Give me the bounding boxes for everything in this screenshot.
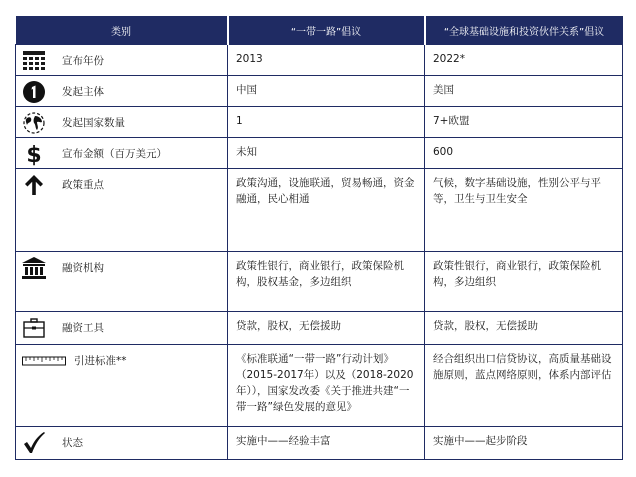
dollar-icon (22, 142, 46, 166)
bri-value: 政策性银行，商业银行，政策保险机构，股权基金，多边组织 (228, 252, 425, 312)
pgii-value: 政策性银行，商业银行，政策保险机构，多边组织 (425, 252, 623, 312)
arrow-up-icon (22, 173, 46, 197)
category-cell (16, 138, 228, 169)
category-cell (16, 345, 228, 427)
pgii-value: 气候，数字基础设施，性别公平与平等，卫生与卫生安全 (425, 169, 623, 252)
svg-text:$: $ (26, 143, 42, 166)
header-category: 类别 (16, 16, 228, 45)
comparison-table-wrapper (15, 16, 622, 460)
category-cell (16, 107, 228, 138)
pgii-value: 经合组织出口信贷协议，高质量基础设施原则，蓝点网络原则，体系内部评估 (425, 345, 623, 427)
bri-value: 中国 (228, 76, 425, 107)
calendar-icon (22, 49, 46, 73)
checkmark-icon (22, 431, 46, 455)
table-row (16, 252, 623, 312)
category-cell (16, 45, 228, 76)
category-label: 引进标准** (74, 355, 127, 367)
header-bri: “一带一路”倡议 (228, 16, 425, 45)
table-row (16, 312, 623, 345)
bri-value: 2013 (228, 45, 425, 76)
bri-value: 实施中——经验丰富 (228, 427, 425, 460)
pgii-value: 美国 (425, 76, 623, 107)
globe-icon (22, 111, 46, 135)
pgii-value: 实施中——起步阶段 (425, 427, 623, 460)
category-label: 状态 (62, 437, 83, 449)
briefcase-icon (22, 316, 46, 340)
bri-value: 1 (228, 107, 425, 138)
pgii-value: 7+欧盟 (425, 107, 623, 138)
pgii-value: 贷款，股权，无偿援助 (425, 312, 623, 345)
bri-value: 《标准联通“一带一路”行动计划》（2015-2017年）以及（2018-2020年）），国家发改委《关于推进共建“一带一路”绿色发展的意见》 (228, 345, 425, 427)
table-row (16, 169, 623, 252)
category-label: 宣布金额（百万美元） (62, 148, 167, 160)
bri-value: 贷款，股权，无偿援助 (228, 312, 425, 345)
category-cell (16, 312, 228, 345)
category-cell (16, 252, 228, 312)
number-one-icon (22, 80, 46, 104)
category-label: 政策重点 (62, 179, 104, 191)
bank-icon (22, 256, 46, 280)
pgii-value: 2022* (425, 45, 623, 76)
comparison-table (15, 16, 623, 460)
header-pgii: “全球基础设施和投资伙伴关系”倡议 (425, 16, 623, 45)
category-label: 发起主体 (62, 86, 104, 98)
bri-value: 政策沟通，设施联通，贸易畅通，资金融通，民心相通 (228, 169, 425, 252)
bri-value: 未知 (228, 138, 425, 169)
table-row (16, 107, 623, 138)
category-label: 宣布年份 (62, 55, 104, 67)
category-label: 融资机构 (62, 262, 104, 274)
category-label: 发起国家数量 (62, 117, 125, 129)
table-row (16, 138, 623, 169)
ruler-icon (22, 349, 66, 373)
pgii-value: 600 (425, 138, 623, 169)
table-row (16, 345, 623, 427)
category-cell (16, 427, 228, 460)
category-cell (16, 76, 228, 107)
header-row (16, 16, 623, 45)
table-row (16, 76, 623, 107)
table-row (16, 427, 623, 460)
category-label: 融资工具 (62, 322, 104, 334)
table-row (16, 45, 623, 76)
category-cell (16, 169, 228, 252)
